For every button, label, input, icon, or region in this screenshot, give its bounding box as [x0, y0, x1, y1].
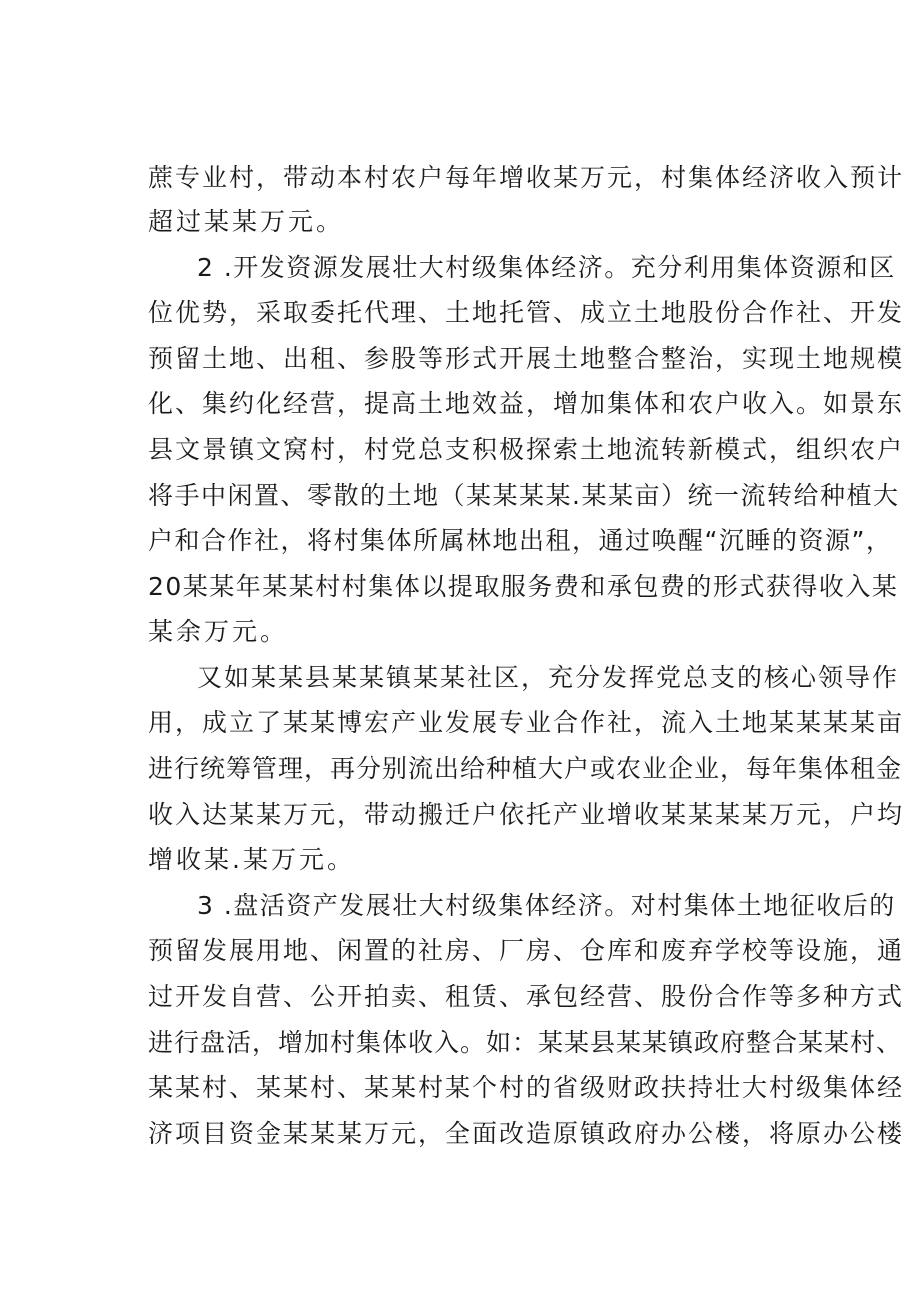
paragraph-heading-3: 3 .盘活资产发展壮大村级集体经济。对村集体土地征收后的 — [197, 891, 896, 920]
text-line: 将手中闲置、零散的土地（某某某某.某某亩）统一流转给种植大 — [148, 481, 900, 510]
text-line: 某某村、某某村、某某村某个村的省级财政扶持壮大村级集体经 — [148, 1073, 905, 1102]
paragraph-start: 又如某某县某某镇某某社区，充分发挥党总支的核心领导作 — [197, 663, 900, 692]
text-line: 位优势，采取委托代理、土地托管、成立土地股份合作社、开发 — [148, 298, 905, 327]
paragraph-heading-2: 2 .开发资源发展壮大村级集体经济。充分利用集体资源和区 — [197, 253, 896, 282]
text-line: 户和合作社，将村集体所属林地出租，通过唤醒“沉睡的资源”， — [148, 526, 893, 555]
text-line: 进行盘活，增加村集体收入。如：某某县某某镇政府整合某某村、 — [148, 1028, 903, 1057]
text-line: 收入达某某万元，带动搬迁户依托产业增收某某某某万元，户均 — [148, 800, 905, 829]
text-line: 蔗专业村，带动本村农户每年增收某万元，村集体经济收入预计 — [148, 163, 905, 192]
text-line: 预留土地、出租、参股等形式开展土地整合整治，实现土地规模 — [148, 344, 905, 373]
text-line: 某余万元。 — [148, 617, 289, 646]
text-line: 用，成立了某某博宏产业发展专业合作社，流入土地某某某某亩 — [148, 708, 905, 737]
text-line: 化、集约化经营，提高土地效益，增加集体和农户收入。如景东 — [148, 389, 905, 418]
text-line: 20某某年某某村村集体以提取服务费和承包费的形式获得收入某 — [148, 572, 899, 601]
text-line: 过开发自营、公开拍卖、租赁、承包经营、股份合作等多种方式 — [148, 982, 905, 1011]
text-line: 济项目资金某某某万元，全面改造原镇政府办公楼，将原办公楼 — [148, 1119, 905, 1148]
text-line: 进行统筹管理，再分别流出给种植大户或农业企业，每年集体租金 — [148, 754, 903, 783]
text-line: 增收某.某万元。 — [148, 845, 355, 874]
text-line: 县文景镇文窝村，村党总支积极探索土地流转新模式，组织农户 — [148, 435, 905, 464]
text-line: 预留发展用地、闲置的社房、厂房、仓库和废弃学校等设施，通 — [148, 936, 905, 965]
text-line: 超过某某万元。 — [148, 207, 345, 236]
